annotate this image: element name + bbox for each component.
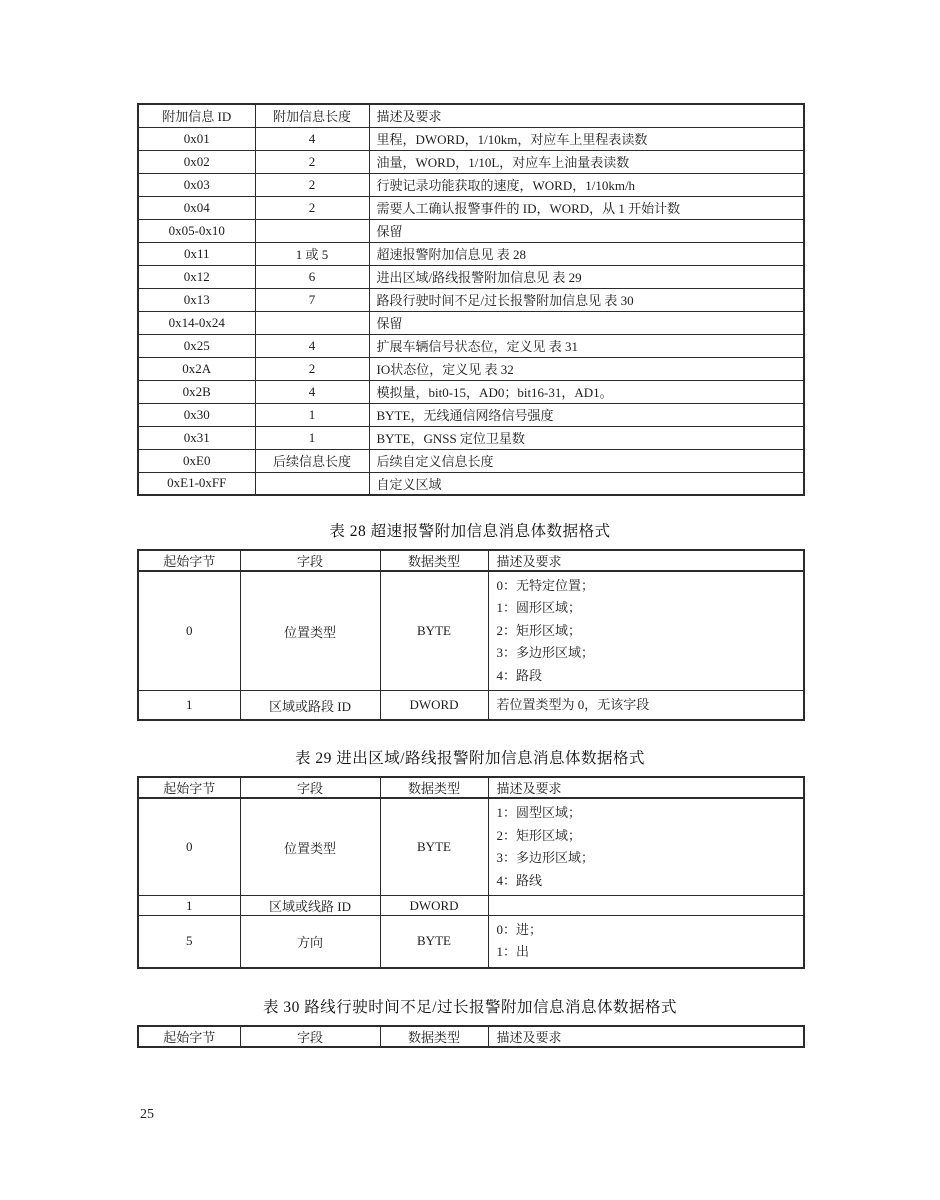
document-page-content [137, 103, 803, 1048]
table-cell: 2 [255, 357, 369, 380]
table-cell [255, 472, 369, 495]
table-cell: 0x30 [138, 403, 255, 426]
page-number: 25 [140, 1107, 154, 1122]
column-header: 数据类型 [380, 777, 488, 798]
table-cell: 7 [255, 288, 369, 311]
description-line: 0：进； [496, 922, 543, 938]
table-29-title: 表 29 进出区域/路线报警附加信息消息体数据格式 [294, 750, 646, 768]
table-cell: 0x2B [138, 380, 255, 403]
table-cell: 行驶记录功能获取的速度，WORD，1/10km/h [369, 173, 804, 196]
table-cell: 保留 [369, 311, 804, 334]
column-header: 数据类型 [380, 550, 488, 571]
table-cell: 0x14-0x24 [138, 311, 255, 334]
table-cell: 4 [255, 334, 369, 357]
table-row [138, 403, 804, 426]
table-row [138, 265, 804, 288]
table-cell: 区域或线路 ID [240, 896, 380, 916]
table-cell: 0x25 [138, 334, 255, 357]
table-cell [255, 311, 369, 334]
table-cell: 0x02 [138, 150, 255, 173]
table-cell: BYTE [380, 798, 488, 895]
table-row [138, 173, 804, 196]
table-cell: 方向 [240, 916, 380, 968]
table-cell: 0x13 [138, 288, 255, 311]
table-29-area-route-alarm-format [137, 776, 805, 968]
header-row [138, 1026, 804, 1047]
table-row [138, 691, 804, 721]
table-cell: IO状态位，定义见 表 32 [369, 357, 804, 380]
table-cell: 0 [138, 798, 240, 895]
table-28-title: 表 28 超速报警附加信息消息体数据格式 [329, 523, 611, 540]
table-cell: 0xE0 [138, 449, 255, 472]
description-line: 1：出 [496, 944, 530, 960]
table-row [138, 150, 804, 173]
description-line: 4：路线 [496, 872, 543, 888]
table-30-route-time-alarm-format [137, 1025, 805, 1048]
table-cell: 路段行驶时间不足/过长报警附加信息见 表 30 [369, 288, 804, 311]
column-header: 附加信息长度 [255, 104, 369, 127]
column-header: 描述及要求 [488, 550, 804, 571]
table-cell: 2 [255, 173, 369, 196]
table-cell: 区域或路段 ID [240, 691, 380, 721]
table-cell: BYTE，无线通信网络信号强度 [369, 403, 804, 426]
column-header: 字段 [240, 1026, 380, 1047]
column-header: 描述及要求 [488, 777, 804, 798]
header-row [138, 104, 804, 127]
table-cell: 1 [138, 896, 240, 916]
column-header: 起始字节 [138, 550, 240, 571]
table-cell: 1 [138, 691, 240, 721]
column-header: 描述及要求 [488, 1026, 804, 1047]
column-header: 附加信息 ID [138, 104, 255, 127]
table-cell [488, 798, 804, 895]
table-row [138, 334, 804, 357]
table-row [138, 426, 804, 449]
description-line: 0：无特定位置； [496, 578, 595, 593]
table-cell [488, 691, 804, 721]
table-row [138, 449, 804, 472]
description-line: 1：圆形区域； [496, 600, 582, 616]
table-cell: 0xE1-0xFF [138, 472, 255, 495]
table-cell: BYTE，GNSS 定位卫星数 [369, 426, 804, 449]
table-cell: 超速报警附加信息见 表 28 [369, 242, 804, 265]
table-cell: 2 [255, 196, 369, 219]
table-cell: BYTE [380, 571, 488, 691]
column-header: 字段 [240, 777, 380, 798]
table-row [138, 472, 804, 495]
table-cell: 后续自定义信息长度 [369, 449, 804, 472]
table-cell: 0x2A [138, 357, 255, 380]
table-cell: 4 [255, 380, 369, 403]
table-cell: 位置类型 [240, 571, 380, 691]
description-line: 4：路段 [496, 667, 543, 683]
table-cell [488, 896, 804, 916]
table-30-title: 表 30 路线行驶时间不足/过长报警附加信息消息体数据格式 [262, 998, 678, 1016]
table-row [138, 242, 804, 265]
table-cell: 1 [255, 403, 369, 426]
table-cell: 0x03 [138, 173, 255, 196]
table-cell: 位置类型 [240, 798, 380, 895]
table-row [138, 798, 804, 895]
table-cell: 0x12 [138, 265, 255, 288]
table-cell: 4 [255, 127, 369, 150]
table-cell [488, 916, 804, 968]
table-row [138, 896, 804, 916]
column-header: 数据类型 [380, 1026, 488, 1047]
description-line: 若位置类型为 0，无该字段 [496, 697, 650, 713]
table-cell: 油量，WORD，1/10L，对应车上油量表读数 [369, 150, 804, 173]
table-cell: BYTE [380, 916, 488, 968]
table-cell: 0x11 [138, 242, 255, 265]
table-cell: 1 [255, 426, 369, 449]
table-28-overspeed-alarm-format [137, 549, 805, 721]
table-cell: 后续信息长度 [255, 449, 369, 472]
table-cell: DWORD [380, 691, 488, 721]
additional-info-id-table [137, 103, 805, 496]
column-header: 描述及要求 [369, 104, 804, 127]
header-row [138, 550, 804, 571]
description-line: 1：圆型区域； [496, 805, 582, 821]
description-line: 3：多边形区域； [496, 645, 595, 661]
table-row [138, 219, 804, 242]
table-row [138, 380, 804, 403]
column-header: 字段 [240, 550, 380, 571]
column-header: 起始字节 [138, 1026, 240, 1047]
table-cell: 6 [255, 265, 369, 288]
table-cell: 1 或 5 [255, 242, 369, 265]
header-row [138, 777, 804, 798]
table-cell: 需要人工确认报警事件的 ID，WORD，从 1 开始计数 [369, 196, 804, 219]
table-cell [255, 219, 369, 242]
description-line: 3：多边形区域； [496, 850, 595, 866]
table-row [138, 311, 804, 334]
table-row [138, 357, 804, 380]
table-cell: 0x05-0x10 [138, 219, 255, 242]
table-cell: 0x01 [138, 127, 255, 150]
table-row [138, 916, 804, 968]
description-line: 2：矩形区域； [496, 622, 582, 638]
table-row [138, 571, 804, 691]
table-cell: 0x31 [138, 426, 255, 449]
column-header: 起始字节 [138, 777, 240, 798]
table-cell: 自定义区域 [369, 472, 804, 495]
table-cell: 扩展车辆信号状态位，定义见 表 31 [369, 334, 804, 357]
table-row [138, 288, 804, 311]
table-cell: DWORD [380, 896, 488, 916]
table-cell: 2 [255, 150, 369, 173]
table-cell: 保留 [369, 219, 804, 242]
description-line: 2：矩形区域； [496, 827, 582, 843]
table-cell: 0 [138, 571, 240, 691]
table-cell: 模拟量，bit0-15，AD0；bit16-31，AD1。 [369, 380, 804, 403]
table-cell: 0x04 [138, 196, 255, 219]
table-cell: 进出区域/路线报警附加信息见 表 29 [369, 265, 804, 288]
table-cell [488, 571, 804, 691]
table-row [138, 196, 804, 219]
table-cell: 里程，DWORD，1/10km，对应车上里程表读数 [369, 127, 804, 150]
table-row [138, 127, 804, 150]
table-cell: 5 [138, 916, 240, 968]
